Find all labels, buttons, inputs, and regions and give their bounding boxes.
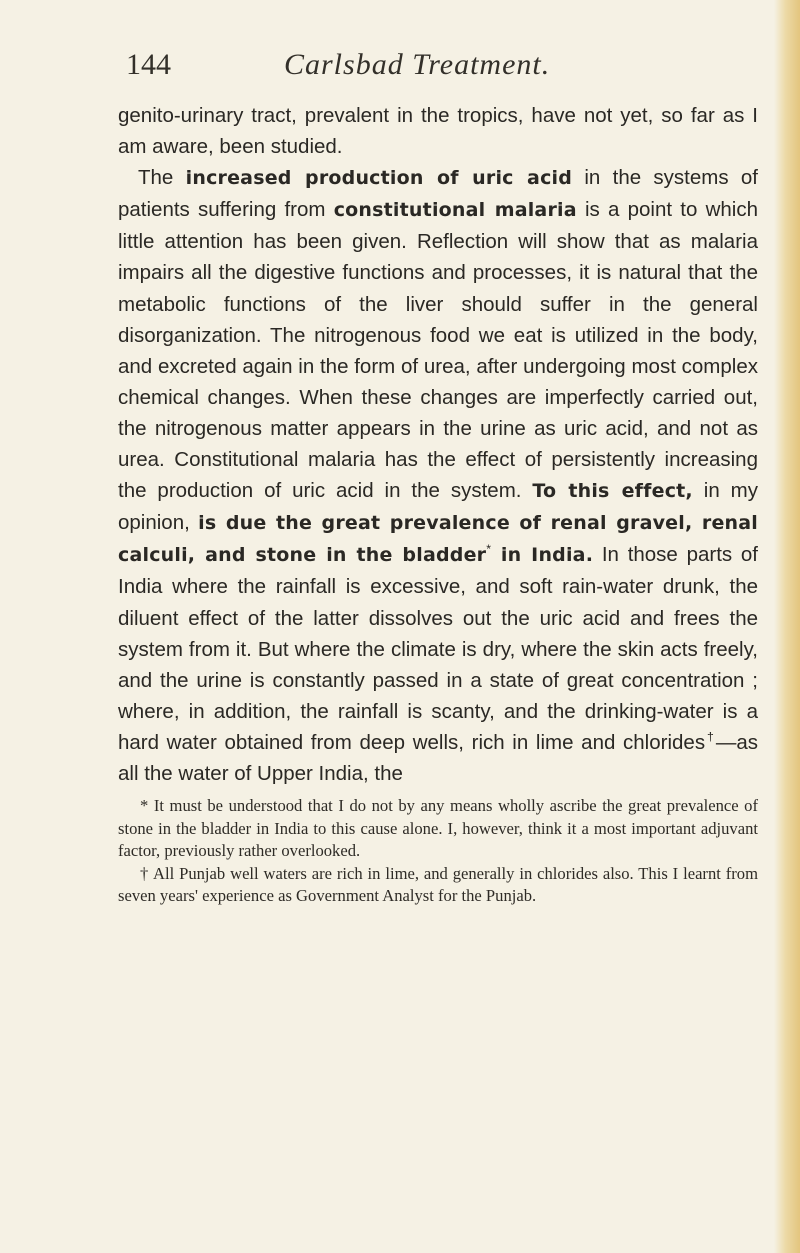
footnote-text: All Punjab well waters are rich in lime, and generally in chlorides also. This I learnt from seven years' experience as Government Analyst for the Punjab. bbox=[118, 863, 759, 906]
p2-text: The bbox=[138, 166, 186, 190]
footnote-ref-2: † bbox=[705, 730, 716, 745]
footnote-marker: * bbox=[140, 796, 149, 816]
page-header bbox=[118, 48, 758, 100]
p2-text: In those parts of India where the rainfall is excessive, and soft rain-water drunk, the diluent effect of the latter dissolves out the uric acid and frees the system from it. But where the climate is dry, where the skin acts freely, and the urine is constantly passed in a state of great concentration ; where, in addition, the rainfall is scanty, and the drinking-water is a hard water obtained from deep wells, rich in lime and chlorides bbox=[118, 543, 758, 754]
footnote-text: It must be understood that I do not by any means wholly ascribe the great prevalence of stone in the bladder in India to this cause alone. I, however, think it a most important adjuvant factor, previously rather overlooked. bbox=[118, 796, 758, 861]
p2-text: in the systems of patients suffering from bbox=[118, 166, 758, 222]
page-number: 144 bbox=[126, 48, 171, 81]
p2-emphasis: increased production of uric acid bbox=[185, 167, 573, 190]
p2-emphasis: To this effect, bbox=[532, 480, 693, 503]
p2-emphasis: in India. bbox=[491, 544, 594, 567]
paragraph-1: genito-urinary tract, prevalent in the tropics, have not yet, so far as I am aware, been studied. bbox=[118, 104, 758, 159]
footnotes bbox=[118, 795, 758, 908]
paragraph-2 bbox=[118, 162, 758, 789]
footnote-marker: † bbox=[140, 863, 150, 883]
running-title: Carlsbad Treatment. bbox=[284, 48, 551, 81]
book-page bbox=[118, 48, 758, 908]
p2-text: in my opinion, bbox=[118, 479, 758, 535]
footnote-1 bbox=[118, 795, 758, 863]
p2-emphasis: is due the great prevalence of renal gravel, renal calculi, and stone in the bladder bbox=[118, 512, 758, 567]
p2-text: is a point to which little attention has been given. Reflection will show that as malaria impairs all the digestive functions and processes, it is natural that the metabolic functions of the liver should suffer in the general disorganization. The nitrogenous food we eat is utilized in the body, and excreted again in the form of urea, after undergoing most complex chemical changes. When these changes are imperfectly carried out, the nitrogenous matter appears in the urine as uric acid, and not as urea. Constitutional malaria has the effect of persistently increasing the production of uric acid in the system. bbox=[118, 198, 758, 503]
page-edge-shading bbox=[774, 0, 800, 1253]
body-text bbox=[118, 100, 758, 789]
p2-text: —as all the water of Upper India, the bbox=[118, 730, 758, 785]
footnote-2 bbox=[118, 863, 758, 908]
p2-emphasis: constitutional malaria bbox=[333, 199, 577, 222]
footnote-ref-1: * bbox=[486, 542, 492, 557]
